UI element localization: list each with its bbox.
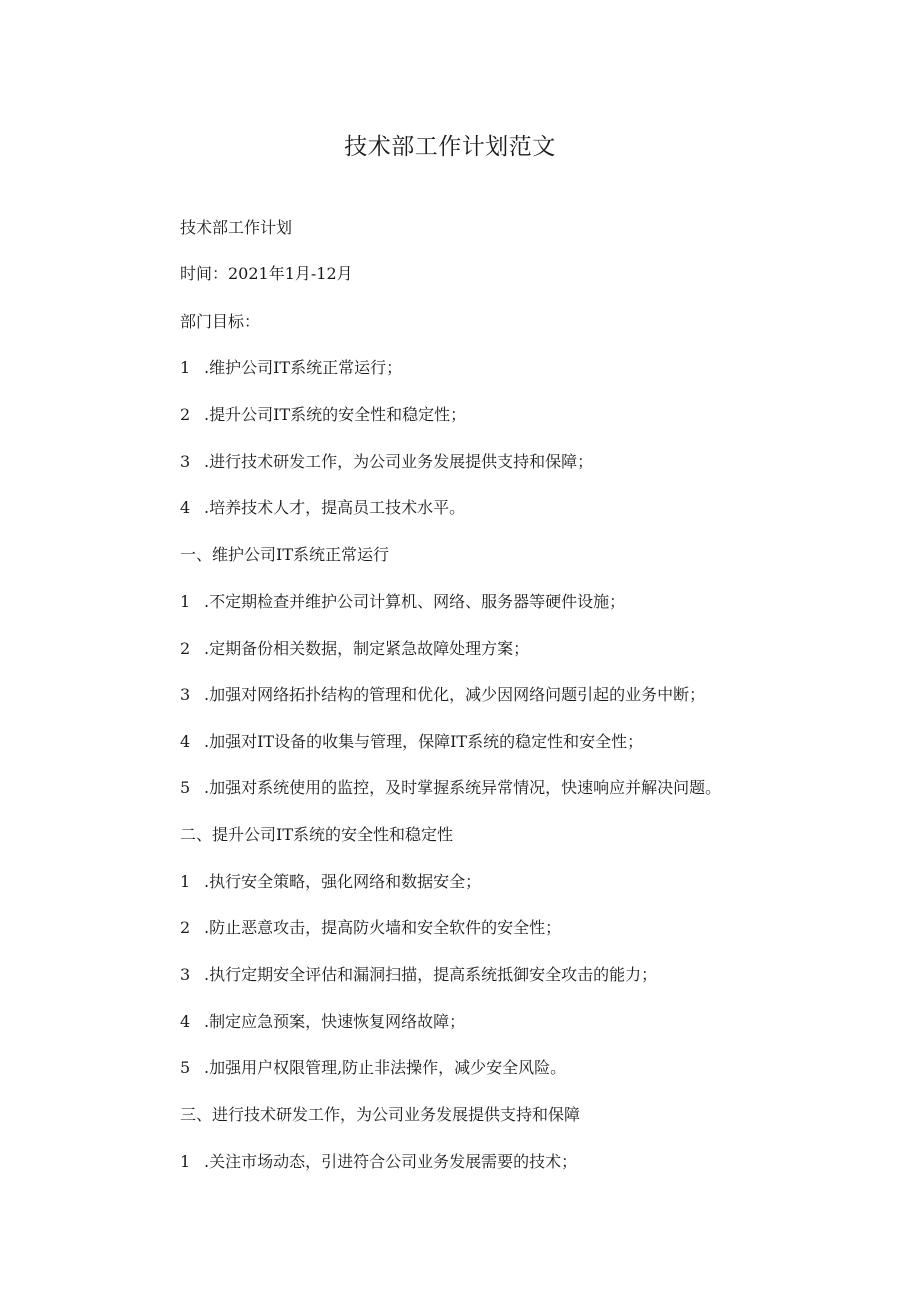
goal-item xyxy=(180,452,593,472)
goals-label: 部门目标： xyxy=(180,312,261,331)
section3-heading: 三、进行技术研发工作，为公司业务发展提供支持和保障 xyxy=(180,1105,581,1124)
section1-item xyxy=(180,639,529,659)
item-number: 2 xyxy=(180,918,191,937)
item-text: .加强用户权限管理,防止非法操作，减少安全风险。 xyxy=(204,1058,567,1077)
section2-heading: 二、提升公司IT系统的安全性和稳定性 xyxy=(180,825,453,844)
item-text: .进行技术研发工作，为公司业务发展提供支持和保障； xyxy=(204,452,594,471)
section3-item xyxy=(180,1152,577,1172)
item-text: .执行定期安全评估和漏洞扫描，提高系统抵御安全攻击的能力； xyxy=(204,965,658,984)
item-text: .防止恶意攻击，提高防火墙和安全软件的安全性； xyxy=(204,918,562,937)
item-text: .不定期检查并维护公司计算机、网络、服务器等硬件设施； xyxy=(204,592,626,611)
item-number: 3 xyxy=(180,685,191,704)
item-text: .培养技术人才，提高员工技术水平。 xyxy=(204,498,466,517)
item-number: 4 xyxy=(180,498,191,517)
item-number: 1 xyxy=(180,592,191,611)
section1-item xyxy=(180,592,625,612)
item-text: .加强对IT设备的收集与管理，保障IT系统的稳定性和安全性； xyxy=(204,732,644,751)
item-number: 3 xyxy=(180,452,191,471)
item-number: 2 xyxy=(180,639,191,658)
item-text: .定期备份相关数据，制定紧急故障处理方案； xyxy=(204,639,530,658)
item-text: .关注市场动态，引进符合公司业务发展需要的技术； xyxy=(204,1152,578,1171)
goal-item xyxy=(180,358,402,378)
section2-item xyxy=(180,872,481,892)
plan-heading: 技术部工作计划 xyxy=(180,218,293,237)
time-line: 时间：2021年1月-12月 xyxy=(180,264,353,283)
goal-item xyxy=(180,405,466,425)
section1-heading: 一、维护公司IT系统正常运行 xyxy=(180,545,389,564)
goal-item xyxy=(180,498,465,518)
item-text: .提升公司IT系统的安全性和稳定性； xyxy=(204,405,467,424)
item-number: 4 xyxy=(180,732,191,751)
item-text: .维护公司IT系统正常运行； xyxy=(204,358,403,377)
item-number: 1 xyxy=(180,358,191,377)
section2-item xyxy=(180,1058,566,1078)
item-number: 5 xyxy=(180,1058,191,1077)
item-text: .制定应急预案，快速恢复网络故障； xyxy=(204,1012,466,1031)
item-number: 4 xyxy=(180,1012,191,1031)
section1-item xyxy=(180,685,705,705)
item-text: .加强对网络拓扑结构的管理和优化，减少因网络问题引起的业务中断； xyxy=(204,685,706,704)
section2-item xyxy=(180,1012,465,1032)
item-text: .执行安全策略，强化网络和数据安全； xyxy=(204,872,482,891)
section1-item xyxy=(180,778,721,798)
item-text: .加强对系统使用的监控，及时掌握系统异常情况，快速响应并解决问题。 xyxy=(204,778,722,797)
section2-item xyxy=(180,918,561,938)
item-number: 5 xyxy=(180,778,191,797)
item-number: 2 xyxy=(180,405,191,424)
section1-item xyxy=(180,732,643,752)
item-number: 1 xyxy=(180,1152,191,1171)
item-number: 1 xyxy=(180,872,191,891)
item-number: 3 xyxy=(180,965,191,984)
document-title: 技术部工作计划范文 xyxy=(344,134,556,160)
section2-item xyxy=(180,965,657,985)
